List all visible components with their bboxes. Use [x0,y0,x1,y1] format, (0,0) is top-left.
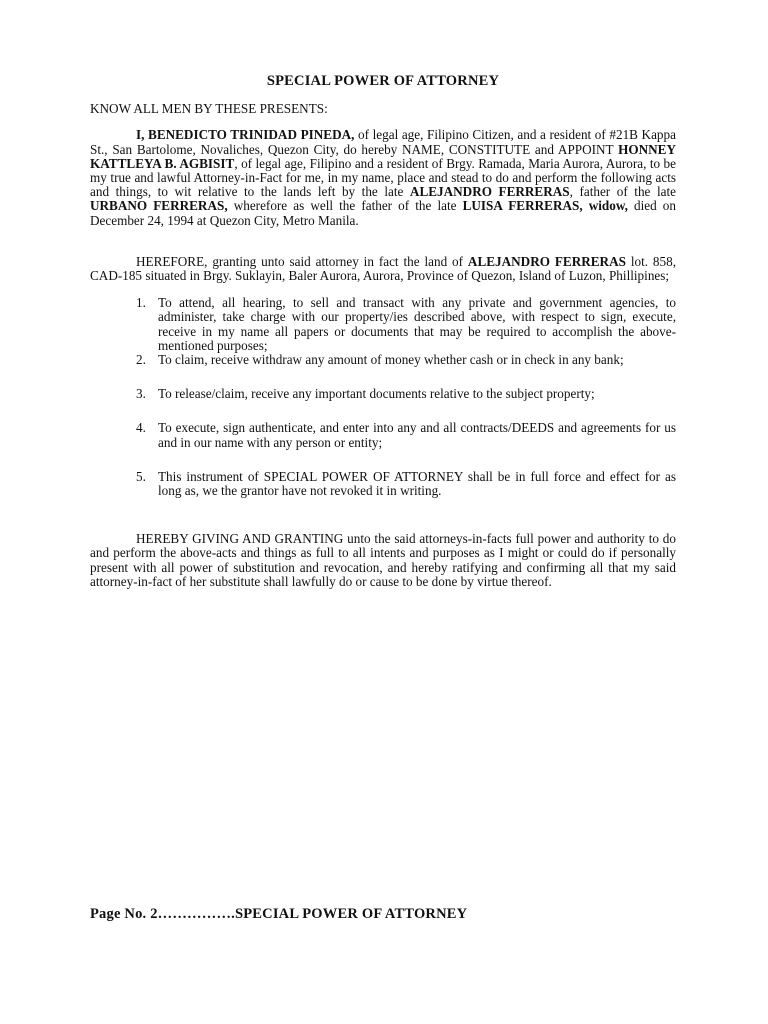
intro-paragraph [90,128,676,227]
intro-text-3: , father of the late [569,184,676,200]
list-item-number: 4. [136,420,146,436]
salutation: KNOW ALL MEN BY THESE PRESENTS: [90,101,328,117]
page-footer: Page No. 2…………….SPECIAL POWER OF ATTORNEY [90,906,468,922]
list-item-text: To attend, all hearing, to sell and transact with any private and government agencies, to administer, take charge with our property/ies described above, with respect to sign, execute, receive in my name all papers or documents that may be required to accomplish the above-mentioned purposes; [158,295,676,353]
document-title: SPECIAL POWER OF ATTORNEY [266,73,500,89]
list-item-text: This instrument of SPECIAL POWER OF ATTORNEY shall be in full force and effect for as long as, we the grantor have not revoked it in writing. [158,468,676,499]
widow-name: LUISA FERRERAS, widow, [462,198,628,214]
intro-text-1: of legal age, Filipino Citizen, and a resident of #21B Kappa St., San Bartolome, Novaliches, Quezon City, do hereby NAME, CONSTITUTE and APPOINT [90,127,676,157]
late-owner-name: ALEJANDRO FERRERAS [409,184,570,200]
list-item-text: To claim, receive withdraw any amount of money whether cash or in check in any bank; [158,352,624,368]
herefore-text-1: HEREFORE, granting unto said attorney in fact the land of [136,253,468,269]
list-item-number: 1. [136,295,146,311]
herefore-text-2: lot. 858, CAD-185 situated in Brgy. Suklayin, Baler Aurora, Aurora, Province of Quezon, Island of Luzon, Phillipines; [90,253,677,284]
list-item-number: 3. [136,386,146,402]
list-item-text: To execute, sign authenticate, and enter into any and all contracts/DEEDS and agreements for us and in our name with any person or entity; [158,420,676,450]
attorney-name: HONNEY KATTLEYA B. AGBISIT [90,141,676,171]
herefore-paragraph [90,255,676,283]
list-item [136,421,676,449]
intro-text-2: , of legal age, Filipino and a resident of Brgy. Ramada, Maria Aurora, Aurora, to be my true and lawful Attorney-in-Fact for me, in my name, place and stead to do and perform the following acts and things, to wit relative to the lands left by the late [90,155,676,200]
principal-name: I, BENEDICTO TRINIDAD PINEDA, [136,127,355,143]
powers-list [136,296,676,498]
land-owner-name: ALEJANDRO FERRERAS [467,253,626,269]
document-page [90,70,676,589]
list-item-number: 2. [136,352,146,368]
list-item [136,296,676,353]
list-item [136,353,676,367]
list-item [136,470,676,498]
intro-text-4: wherefore as well the father of the late [227,198,463,214]
list-item-text: To release/claim, receive any important documents relative to the subject property; [158,386,595,402]
list-item [136,387,676,401]
closing-paragraph: HEREBY GIVING AND GRANTING unto the said attorneys-in-facts full power and authority to do and perform the above-acts and things as full to all intents and purposes as I might or could do if personally present with all power of substitution and revocation, and hereby ratifying and confirming all that my said attorney-in-fact of her substitute shall lawfully do or cause to be done by virtue thereof. [90,531,676,589]
list-item-number: 5. [136,468,146,484]
father-name: URBANO FERRERAS, [90,198,228,214]
intro-text-5: died on December 24, 1994 at Quezon City, Metro Manila. [90,198,676,228]
